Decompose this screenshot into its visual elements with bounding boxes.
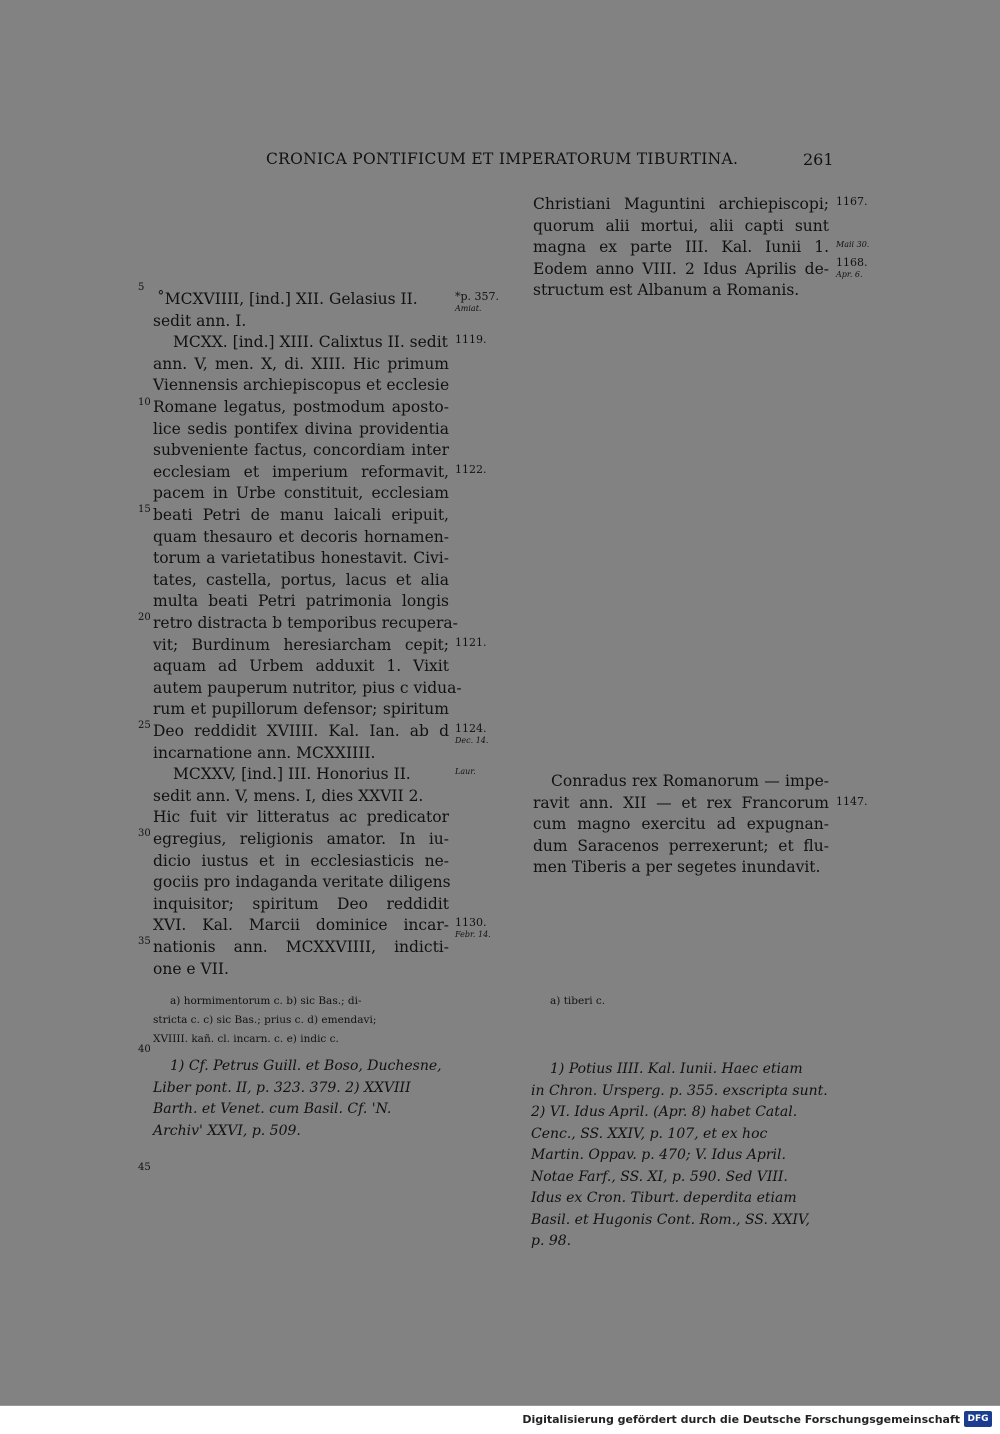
- text-line: rum et pupillorum defensor; spiritum: [153, 700, 449, 719]
- note-line: 1) Cf. Petrus Guill. et Boso, Duchesne,: [170, 1058, 442, 1074]
- margin-date: [455, 291, 499, 315]
- text-line: retro distracta b temporibus recupera-: [153, 614, 458, 632]
- note-line: 1) Potius IIII. Kal. Iunii. Haec etiam: [550, 1061, 803, 1077]
- line-number: 20: [138, 612, 151, 623]
- margin-date-sub: Febr. 14.: [455, 930, 491, 940]
- text-line: pacem in Urbe constituit, ecclesiam: [153, 484, 449, 503]
- text-line: inquisitor; spiritum Deo reddidit: [153, 894, 449, 913]
- line-number: 45: [138, 1162, 151, 1173]
- text-line: Hic fuit vir litteratus ac predicator: [153, 808, 449, 827]
- text-line: dicio iustus et in ecclesiasticis ne-: [153, 851, 449, 870]
- margin-date-main: 1119.: [455, 333, 487, 347]
- text-line: ˚MCXVIIII, [ind.] XII. Gelasius II.: [157, 290, 418, 308]
- text-line: subveniente factus, concordiam inter: [153, 441, 449, 460]
- text-line: men Tiberis a per segetes inundavit.: [533, 858, 821, 877]
- note-line: Barth. et Venet. cum Basil. Cf. 'N.: [153, 1101, 392, 1117]
- line-number: 25: [138, 720, 151, 731]
- footnote-line: XVIIII. kañ. cl. incarn. c. e) indic c.: [153, 1033, 339, 1045]
- line-number: 35: [138, 936, 151, 947]
- margin-date: [836, 796, 868, 808]
- margin-date: [836, 257, 868, 281]
- margin-date-main: 1121.: [455, 635, 487, 649]
- text-line: multa beati Petri patrimonia longis: [153, 592, 449, 611]
- text-line: dum Saracenos perrexerunt; et flu-: [533, 836, 829, 855]
- note-line: Cenc., SS. XXIV, p. 107, et ex hoc: [531, 1125, 768, 1142]
- margin-date-main: *p. 357.: [455, 290, 500, 303]
- text-line: Deo reddidit XVIIII. Kal. Ian. ab d: [153, 722, 449, 740]
- text-line: egregius, religionis amator. In iu-: [153, 830, 449, 848]
- line-number: 10: [138, 397, 151, 408]
- margin-date: [455, 637, 487, 649]
- footnote-line: stricta c. c) sic Bas.; prius c. d) emendavi;: [153, 1014, 377, 1026]
- text-line: Romane legatus, postmodum aposto-: [153, 398, 449, 416]
- line-number: 5: [138, 282, 145, 293]
- margin-date-main: 1124.: [455, 722, 487, 735]
- footer-text: Digitalisierung gefördert durch die Deutsche Forschungsgemeinschaft: [522, 1413, 960, 1426]
- dfg-logo: DFG: [964, 1411, 992, 1427]
- margin-date-sub: Apr. 6.: [836, 270, 863, 279]
- footer-bar: [0, 1405, 1000, 1434]
- text-line: tates, castella, portus, lacus et alia: [153, 570, 449, 589]
- text-line: torum a varietatibus honestavit. Civi-: [153, 549, 449, 568]
- margin-date-main: 1130.: [455, 916, 487, 930]
- text-line: MCXX. [ind.] XIII. Calixtus II. sedit: [173, 333, 448, 352]
- text-line: cum magno exercitu ad expugnan-: [533, 815, 829, 834]
- margin-date-sub: Dec. 14.: [455, 736, 489, 745]
- note-line: Idus ex Cron. Tiburt. deperdita etiam: [531, 1190, 797, 1206]
- text-line: nationis ann. MCXXVIIII, indicti-: [153, 938, 449, 956]
- text-line: quorum alii mortui, alii capti sunt: [533, 216, 829, 235]
- note-line: Archiv' XXVI, p. 509.: [153, 1122, 301, 1139]
- margin-date-sub: Amiat.: [455, 304, 482, 313]
- text-line: ravit ann. XII — et rex Francorum: [533, 793, 829, 812]
- footnote-line: a) tiberi c.: [550, 995, 606, 1007]
- text-line: incarnatione ann. MCXXIIII.: [153, 743, 376, 762]
- margin-date-main: 1167.: [836, 195, 868, 208]
- text-line: lice sedis pontifex divina providentia: [153, 419, 449, 438]
- margin-date-main: 1122.: [455, 462, 487, 476]
- text-line: vit; Burdinum heresiarcham cepit;: [153, 635, 449, 654]
- text-line: beati Petri de manu laicali eripuit,: [153, 506, 449, 524]
- margin-date: [836, 196, 868, 208]
- text-line: one e VII.: [153, 959, 229, 978]
- footnote-line: a) hormimentorum c. b) sic Bas.; di-: [170, 995, 362, 1007]
- text-line: autem pauperum nutritor, pius c vidua-: [153, 678, 462, 697]
- note-line: Basil. et Hugonis Cont. Rom., SS. XXIV,: [531, 1211, 810, 1228]
- text-line: magna ex parte III. Kal. Iunii 1.: [533, 238, 829, 257]
- note-line: Liber pont. II, p. 323. 379. 2) XXVIII: [153, 1079, 411, 1096]
- note-line: Martin. Oppav. p. 470; V. Idus April.: [531, 1147, 786, 1163]
- margin-date-main: 1147.: [836, 794, 868, 808]
- margin-date: [455, 464, 487, 476]
- text-line: sedit ann. I.: [153, 311, 247, 330]
- margin-date-main: 1168.: [836, 256, 868, 269]
- margin-date: [455, 766, 476, 778]
- line-number: 30: [138, 828, 151, 839]
- margin-date: [455, 723, 488, 747]
- text-line: Conradus rex Romanorum — impe-: [551, 772, 829, 790]
- note-line: in Chron. Ursperg. p. 355. exscripta sunt.: [531, 1082, 828, 1099]
- margin-date: [836, 239, 869, 251]
- running-header: CRONICA PONTIFICUM ET IMPERATORUM TIBURTINA.: [266, 150, 739, 168]
- text-line: gociis pro indaganda veritate diligens: [153, 873, 451, 892]
- margin-date-sub: Laur.: [455, 767, 476, 777]
- text-line: MCXXV, [ind.] III. Honorius II.: [173, 765, 411, 784]
- text-line: ann. V, men. X, di. XIII. Hic primum: [153, 354, 449, 373]
- text-line: structum est Albanum a Romanis.: [533, 281, 800, 300]
- note-line: Notae Farf., SS. XI, p. 590. Sed VIII.: [531, 1168, 788, 1185]
- line-number: 40: [138, 1044, 151, 1055]
- text-line: sedit ann. V, mens. I, dies XXVII 2.: [153, 786, 424, 805]
- text-line: Viennensis archiepiscopus et ecclesie: [153, 376, 450, 395]
- text-line: ecclesiam et imperium reformavit,: [153, 462, 449, 481]
- margin-date: [455, 334, 487, 346]
- text-line: Eodem anno VIII. 2 Idus Aprilis de-: [533, 259, 829, 278]
- page-number: 261: [803, 150, 834, 169]
- text-line: XVI. Kal. Marcii dominice incar-: [153, 916, 449, 935]
- text-line: Christiani Maguntini archiepiscopi;: [533, 195, 829, 213]
- note-line: 2) VI. Idus April. (Apr. 8) habet Catal.: [531, 1104, 798, 1120]
- note-line: p. 98.: [531, 1233, 572, 1249]
- text-line: quam thesauro et decoris hornamen-: [153, 527, 449, 546]
- margin-date: [455, 917, 491, 941]
- margin-date-sub: Maii 30.: [836, 240, 870, 249]
- line-number: 15: [138, 504, 151, 515]
- text-line: aquam ad Urbem adduxit 1. Vixit: [153, 657, 449, 676]
